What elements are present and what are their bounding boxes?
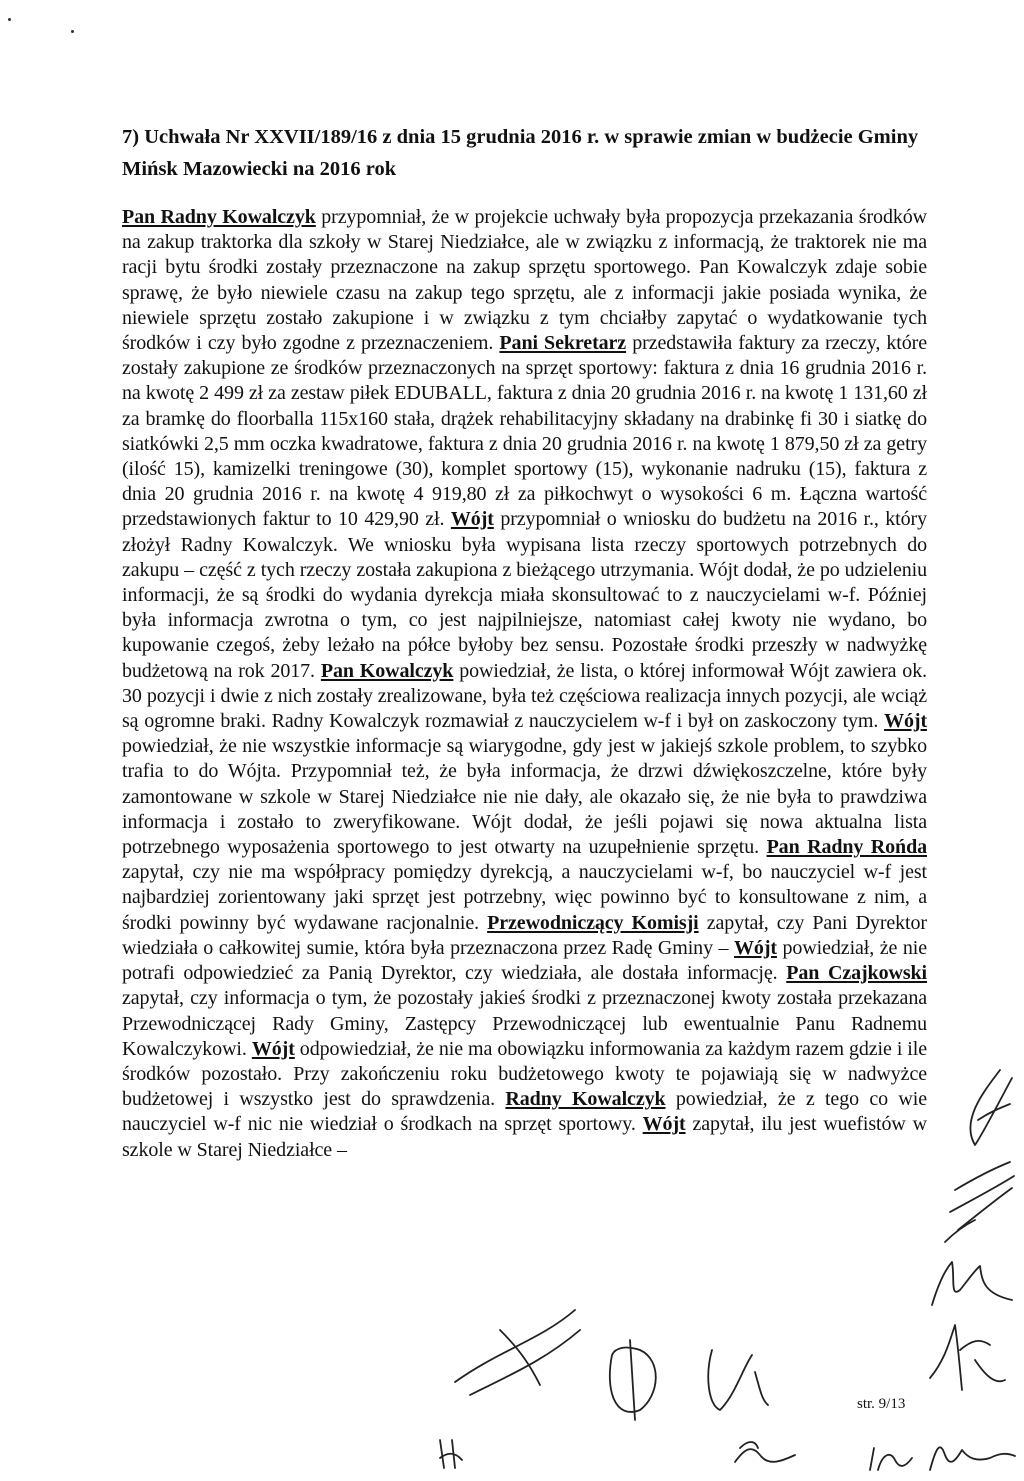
speaker-label: Pan Czajkowski <box>786 962 927 985</box>
statement-text: zapytał, czy Pani Dyrektor wiedziała o całkowitej sumie, która była przeznaczona przez Radę Gminy – <box>122 911 927 959</box>
resolution-heading: 7) Uchwała Nr XXVII/189/16 z dnia 15 grudnia 2016 r. w sprawie zmian w budżecie Gminy Mińsk Mazowiecki na 2016 rok <box>122 126 919 180</box>
statement-text: powiedział, że lista, o której informował Wójt zawiera ok. 30 pozycji i dwie z nich zostały zrealizowane, była też częściowa realizacja innych pozycji, ale wciąż są ogromne braki. Radny Kowalczyk rozmawiał z nauczycielem w-f i był on zaskoczony tym. <box>122 659 928 733</box>
signature-initial-6 <box>610 1340 656 1420</box>
statement-text: zapytał, ilu jest wuefistów w szkole w Starej Niedziałce – <box>122 1113 927 1161</box>
signature-initial-2 <box>945 1162 1014 1242</box>
statement-text: przypomniał o wniosku do budżetu na 2016 r., który złożył Radny Kowalczyk. We wniosku była wypisana lista rzeczy sportowych potrzebnych do zakupu – część z tych rzeczy została zakupiona z bieżącego utrzymania. Wójt dodał, że po udzieleniu informacji, że są środki do wydania dyrekcja miała skonsultować to z nauczycielami w-f. Później była informacja zwrotna o tym, co jest najpilniejsze, natomiast całej kwoty nie wydano, bo kupowanie czegoś, żeby leżało na półce byłoby bez sensu. Pozostałe środki przeszły w nadwyżkę budżetową na rok 2017. <box>122 508 927 682</box>
statement-text: odpowiedział, że nie ma obowiązku informowania za każdym razem gdzie i ile środków pozostało. Przy zakończeniu roku budżetowego kwoty te pojawiają się w nadwyżce budżetowej i wszystko jest do sprawdzenia. <box>122 1037 927 1111</box>
signature-initial-11 <box>930 1447 1015 1470</box>
signature-initial-3 <box>932 1262 1012 1305</box>
speaker-label: Radny Kowalczyk <box>505 1088 666 1111</box>
speaker-label: Pan Kowalczyk <box>320 659 454 682</box>
signature-initial-10 <box>870 1448 912 1470</box>
signature-initial-4 <box>930 1325 1005 1390</box>
speaker-label: Wójt <box>450 508 494 531</box>
statement-text: powiedział, że nie potrafi odpowiedzieć za Panią Dyrektor, czy wiedziała, ale dostała informację. <box>122 936 927 985</box>
speaker-label: Pani Sekretarz <box>499 332 627 355</box>
statement-text: powiedział, że nie wszystkie informacje są wiarygodne, gdy jest w jakiejś szkole problem, to szybko trafia to do Wójta. Przypomniał też, że była informacja, że drzwi dźwiękoszczelne, które były zamontowane w szkole w Starej Niedziałce nie nie dały, ale okazało się, że nie była to prawdziwa informacja i zostało to zweryfikowane. Wójt dodał, że jeśli pojawi się nowa aktualna lista potrzebnego wyposażenia sportowego to jest otwarty na uzupełnienie sprzętu. <box>122 735 927 859</box>
statement-text: zapytał, czy informacja o tym, że pozostały jakieś środki z przeznaczonej kwoty została przekazana Przewodniczącej Rady Gminy, Zastępcy Przewodniczącej lub ewentualnie Panu Radnemu Kowalczykowi. <box>122 987 927 1060</box>
speaker-label: Wójt <box>251 1037 295 1060</box>
speaker-label: Pan Radny Rońda <box>766 836 927 859</box>
signature-initial-9 <box>735 1442 795 1462</box>
signature-initial-8 <box>440 1440 462 1468</box>
minutes-body <box>122 205 927 1163</box>
signature-initial-7 <box>708 1350 768 1410</box>
page-number: str. 9/13 <box>857 1396 906 1412</box>
statement-text: przedstawiła faktury za rzeczy, które zostały zakupione ze środków przeznaczonych na sprzęt sportowy: faktura z dnia 16 grudnia 2016 r. na kwotę 2 499 zł za zestaw piłek EDUBALL, faktura z dnia 20 grudnia 2016 r. na kwotę 1 131,60 zł za bramkę do floorballa 115x160 stała, drążek rehabilitacyjny składany na drabinkę fi 30 i siatkę do siatkówki 2,5 mm oczka kwadratowe, faktura z dnia 20 grudnia 2016 r. na kwotę 1 879,50 zł za getry (ilość 15), kamizelki treningowe (30), komplet sportowy (15), wykonanie nadruku (15), faktura z dnia 20 grudnia 2016 r. na kwotę 4 919,80 zł za piłkochwyt o wysokości 6 m. Łączna wartość przedstawionych faktur to 10 429,90 zł. <box>122 332 927 531</box>
signature-initial-1 <box>970 1070 1012 1145</box>
speaker-label: Wójt <box>884 710 927 733</box>
speaker-label: Wójt <box>734 936 777 959</box>
speaker-label: Wójt <box>642 1113 686 1136</box>
signature-initial-5 <box>455 1310 580 1395</box>
statement-text: przypomniał, że w projekcie uchwały była propozycja przekazania środków na zakup traktorka dla szkoły w Starej Niedziałce, ale w związku z informacją, że traktorek nie ma racji bytu środki zostały przeznaczone na zakup sprzętu sportowego. Pan Kowalczyk zdaje sobie sprawę, że było niewiele czasu na zakup tego sprzętu, ale z informacji jakie posiada wynika, że niewiele sprzętu zostało zakupione i w związku z tym chciałby zapytać o wydatkowanie tych środków i czy było zgodne z przeznaczeniem. <box>122 206 927 355</box>
statement-text: powiedział, że z tego co wie nauczyciel w-f nic nie wiedział o środkach na sprzęt sportowy. <box>122 1088 927 1136</box>
speaker-label: Przewodniczący Komisji <box>487 911 699 934</box>
statement-text: zapytał, czy nie ma współpracy pomiędzy dyrekcją, a nauczycielami w-f, bo nauczyciel w-f jest najbardziej zorientowany jaki sprzęt jest potrzebny, więc powinno być to konsultowane z nim, a środki powinny być wydawane racjonalnie. <box>122 861 927 934</box>
speaker-label: Pan Radny Kowalczyk <box>122 206 316 228</box>
